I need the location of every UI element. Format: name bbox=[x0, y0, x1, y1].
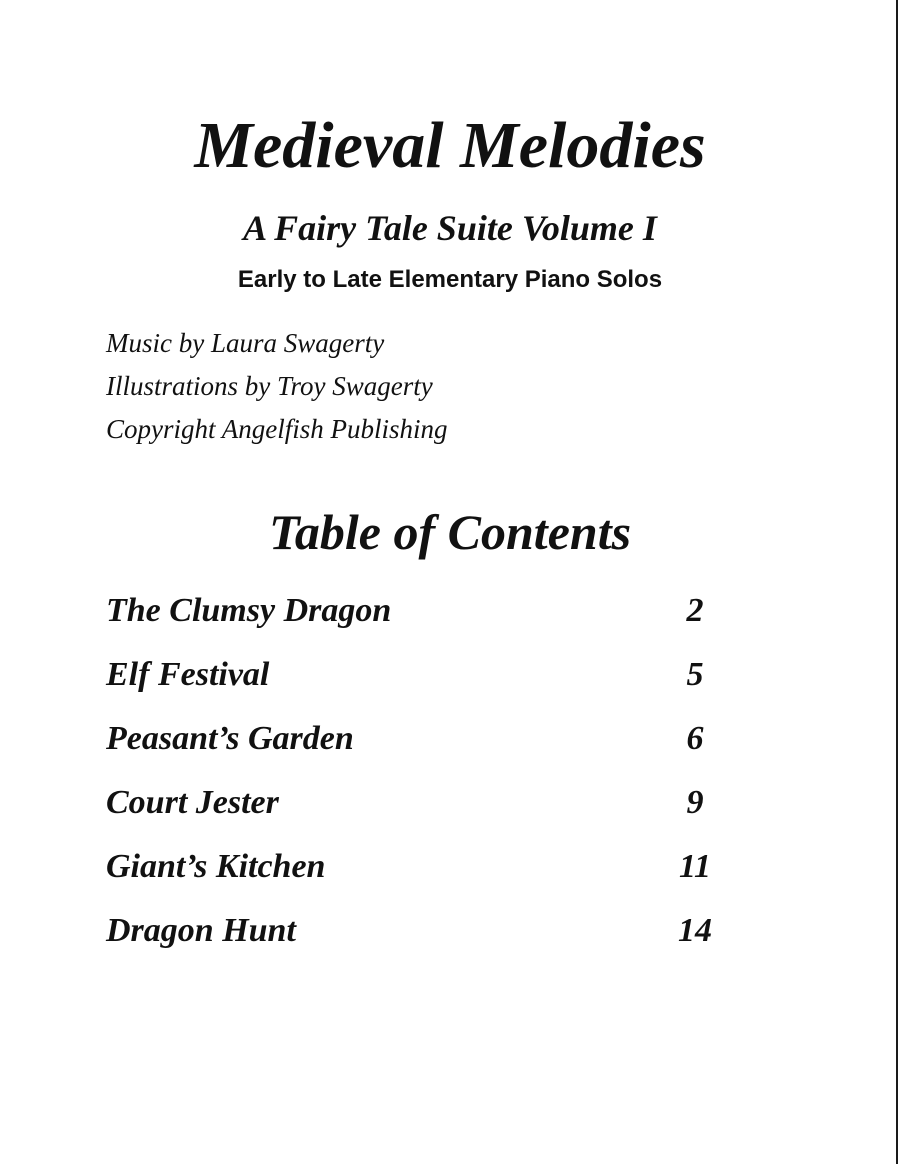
toc-entry bbox=[106, 716, 726, 780]
toc-entry-page: 5 bbox=[686, 656, 704, 693]
credits-list bbox=[106, 322, 448, 451]
toc-entry bbox=[106, 780, 726, 844]
credit-copyright: Copyright Angelfish Publishing bbox=[106, 414, 448, 444]
toc-entry-page: 9 bbox=[686, 784, 704, 821]
toc-entry-title: Peasant’s Garden bbox=[106, 720, 354, 757]
toc-heading: Table of Contents bbox=[268, 504, 632, 560]
toc-list bbox=[106, 588, 726, 972]
difficulty-level: Early to Late Elementary Piano Solos bbox=[237, 266, 663, 293]
toc-entry-page: 6 bbox=[686, 720, 704, 757]
toc-entry-page: 11 bbox=[678, 848, 712, 885]
book-subtitle: A Fairy Tale Suite Volume I bbox=[243, 208, 657, 248]
toc-entry-title: Court Jester bbox=[106, 784, 279, 821]
credit-music: Music by Laura Swagerty bbox=[106, 328, 385, 358]
toc-entry-title: Elf Festival bbox=[106, 656, 270, 693]
toc-entry-title: Giant’s Kitchen bbox=[106, 848, 326, 885]
toc-entry-title: Dragon Hunt bbox=[106, 912, 296, 949]
toc-entry bbox=[106, 588, 726, 652]
toc-entry bbox=[106, 652, 726, 716]
book-title: Medieval Melodies bbox=[194, 109, 706, 182]
toc-entry bbox=[106, 844, 726, 908]
toc-entry-page: 14 bbox=[678, 912, 712, 949]
toc-entry bbox=[106, 908, 726, 972]
toc-entry-page: 2 bbox=[686, 592, 704, 629]
credit-illustrations: Illustrations by Troy Swagerty bbox=[106, 371, 433, 401]
toc-entry-title: The Clumsy Dragon bbox=[106, 592, 392, 629]
